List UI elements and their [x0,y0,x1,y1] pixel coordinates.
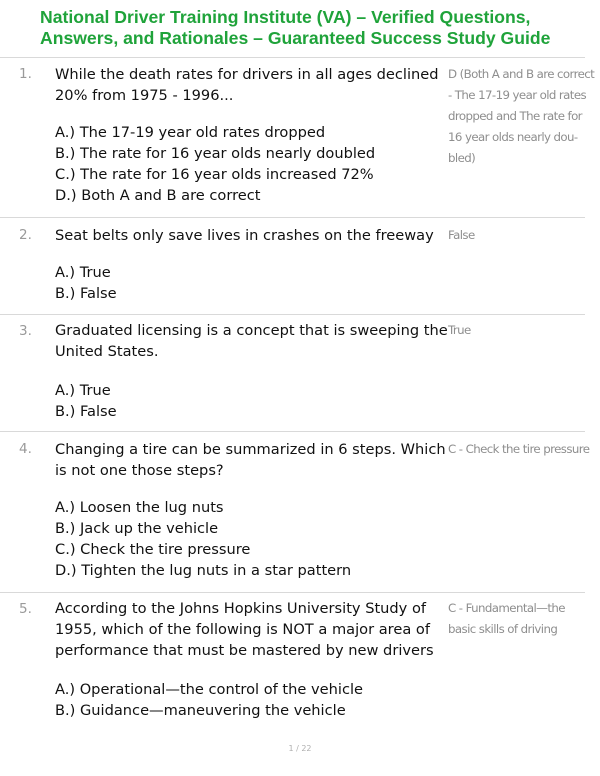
stem-line: United States. [55,343,159,360]
answer-rationale [448,225,588,246]
option: D.) Tighten the lug nuts in a star pattern [55,562,352,579]
answer-line: C - Fundamental—the [448,601,565,615]
option: B.) False [55,285,117,302]
question-number: 2. [19,227,32,243]
stem-line: According to the Johns Hopkins University Study of [55,600,427,617]
option: A.) Loosen the lug nuts [55,499,224,516]
option: A.) True [55,264,111,281]
divider [0,217,585,218]
answer-line: 16 year olds nearly dou- [448,130,578,144]
question-number: 5. [19,601,32,617]
answer-line: basic skills of driving [448,622,558,636]
divider [0,57,585,58]
answer-options [55,262,447,304]
page-number: 1 / 22 [288,744,312,753]
option: C.) Check the tire pressure [55,541,251,558]
answer-options [55,497,447,581]
answer-options [55,380,447,422]
answer-rationale [448,320,588,341]
stem-line: is not one those steps? [55,462,224,479]
option: B.) Guidance—maneuvering the vehicle [55,702,346,719]
answer-line: bled) [448,151,476,165]
question-number: 4. [19,441,32,457]
option: A.) True [55,382,111,399]
answer-rationale [448,64,595,169]
question-stem [55,439,447,481]
stem-line: Changing a tire can be summarized in 6 steps. Which [55,441,446,458]
question-number: 3. [19,323,32,339]
stem-line: Seat belts only save lives in crashes on the freeway [55,227,434,244]
answer-rationale [448,598,588,640]
question-stem [55,225,447,246]
option: D.) Both A and B are correct [55,187,261,204]
question-stem [55,598,447,661]
option: C.) The rate for 16 year olds increased 72% [55,166,374,183]
divider [0,314,585,315]
answer-line: dropped and The rate for [448,109,582,123]
stem-line: While the death rates for drivers in all ages declined [55,66,439,83]
option: B.) False [55,403,117,420]
document-title [40,7,580,49]
answer-options [55,679,447,721]
answer-line: True [448,323,471,337]
option: A.) The 17-19 year old rates dropped [55,124,326,141]
stem-line: performance that must be mastered by new drivers [55,642,434,659]
divider [0,431,585,432]
answer-line: C - Check the tire pressure [448,442,590,456]
stem-line: 1955, which of the following is NOT a major area of [55,621,430,638]
answer-line: False [448,228,475,242]
option: B.) Jack up the vehicle [55,520,219,537]
stem-line: 20% from 1975 - 1996... [55,87,234,104]
answer-rationale [448,439,588,460]
title-line-2: Answers, and Rationales – Guaranteed Success Study Guide [40,28,551,48]
option: A.) Operational—the control of the vehicle [55,681,364,698]
option: B.) The rate for 16 year olds nearly doubled [55,145,376,162]
answer-line: - The 17-19 year old rates [448,88,587,102]
question-number: 1. [19,66,32,82]
title-line-1: National Driver Training Institute (VA) – Verified Questions, [40,7,531,27]
question-stem [55,320,447,362]
question-stem [55,64,447,106]
stem-line: Graduated licensing is a concept that is sweeping the [55,322,448,339]
answer-line: D (Both A and B are correct [448,67,595,81]
answer-options [55,122,447,206]
divider [0,592,585,593]
